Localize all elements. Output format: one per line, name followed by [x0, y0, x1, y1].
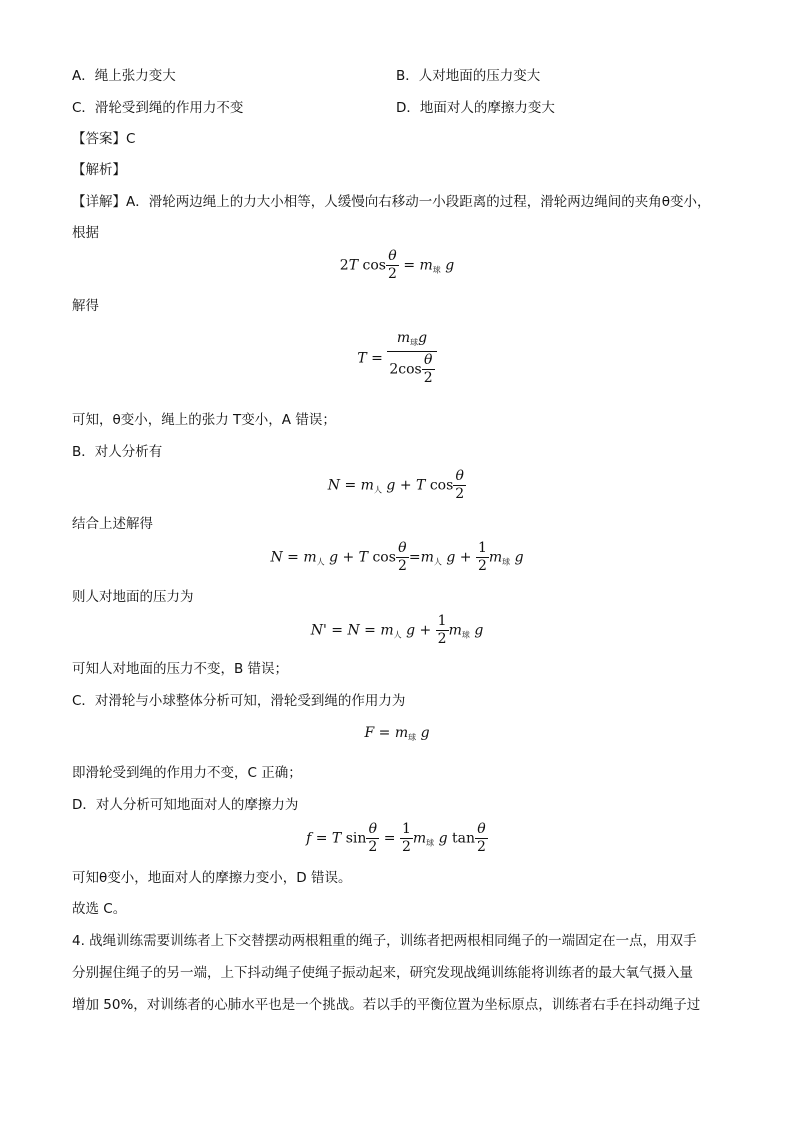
eq3-T: T	[416, 477, 426, 494]
eq1-frac-den: 2	[387, 266, 397, 282]
eq4-sub3: 球	[502, 557, 511, 567]
eq3-plus: +	[395, 477, 417, 494]
eq2-equals: =	[366, 350, 388, 367]
b-combine: 结合上述解得	[72, 516, 153, 532]
eq4-frac1	[396, 540, 409, 575]
eq1-g: g	[445, 257, 455, 274]
eq7-equals2: =	[379, 830, 400, 847]
eq3-frac-den: 2	[455, 486, 465, 502]
eq5-equals1: =	[331, 622, 343, 639]
eq5-frac-num: 1	[437, 613, 447, 629]
equation-1	[0, 248, 794, 283]
eq4-g3: g	[514, 549, 524, 566]
question4-line-3: 增加 50%，对训练者的心肺水平也是一个挑战。若以手的平衡位置为坐标原点，训练者右手在抖动绳子过	[72, 997, 701, 1013]
eq3-equals: =	[340, 477, 361, 494]
detail-line-2: 根据	[72, 225, 99, 241]
eq4-plus1: +	[338, 549, 359, 566]
eq5-N: N	[347, 622, 360, 639]
d-conclusion: 可知θ变小，地面对人的摩擦力变小，D 错误。	[72, 870, 352, 886]
eq5-plus: +	[415, 622, 436, 639]
eq4-frac2-den: 2	[477, 558, 487, 574]
option-a: A．绳上张力变大	[72, 68, 176, 84]
analysis-label: 【解析】	[72, 162, 126, 178]
equation-4	[0, 540, 794, 575]
eq2-two: 2	[389, 361, 399, 378]
eq3-frac-num: θ	[453, 468, 466, 486]
eq6-g: g	[420, 725, 430, 741]
eq5-m1: m	[380, 622, 394, 639]
question4-line-2: 分别握住绳子的另一端，上下抖动绳子使绳子振动起来，研究发现战绳训练能将训练者的最大氧气摄入量	[72, 965, 693, 981]
eq1-frac	[386, 248, 399, 283]
eq2-m: m	[396, 330, 411, 346]
equation-2	[0, 330, 794, 387]
eq1-cos: cos	[362, 257, 386, 274]
equation-7	[0, 821, 794, 856]
eq5-g2: g	[474, 622, 484, 639]
eq7-sub: 球	[426, 838, 435, 848]
final-choice: 故选 C。	[72, 901, 127, 917]
eq5-equals2: =	[359, 622, 381, 639]
eq7-frac3	[475, 821, 488, 856]
eq2-frac	[387, 330, 436, 387]
eq7-frac2	[400, 821, 413, 856]
c-conclusion: 即滑轮受到绳的作用力不变，C 正确；	[72, 765, 302, 781]
eq5-frac-den: 2	[437, 631, 447, 647]
eq4-cos: cos	[372, 549, 396, 566]
eq1-m: m	[419, 257, 433, 274]
eq3-g: g	[386, 477, 396, 494]
eq7-frac2-den: 2	[401, 839, 411, 855]
eq2-frac-den	[387, 352, 436, 387]
eq4-N: N	[270, 549, 283, 566]
eq6-m: m	[394, 725, 409, 741]
eq1-frac-num: θ	[386, 248, 399, 266]
option-row-cd	[72, 98, 732, 118]
eq4-T: T	[358, 549, 369, 566]
eq6-sub: 球	[408, 733, 417, 742]
equation-6	[0, 725, 794, 743]
eq7-frac3-den: 2	[477, 839, 486, 855]
eq2-T: T	[357, 350, 367, 367]
eq4-frac2	[476, 540, 489, 575]
equation-3	[0, 468, 794, 503]
eq7-g: g	[438, 830, 448, 847]
eq5-m2: m	[448, 622, 462, 639]
eq4-sub1: 人	[316, 557, 325, 567]
eq2-frac-num	[387, 330, 436, 352]
b-press: 则人对地面的压力为	[72, 589, 194, 605]
eq4-equals2: =	[408, 549, 421, 566]
eq3-N: N	[327, 477, 341, 494]
eq4-frac2-num: 1	[477, 540, 487, 556]
eq6-F: F	[364, 725, 375, 741]
eq3-sub: 人	[373, 485, 382, 495]
eq7-T: T	[331, 830, 342, 847]
eq1-sub: 球	[432, 265, 441, 275]
eq3-cos: cos	[429, 477, 454, 494]
eq7-f: f	[306, 830, 312, 847]
eq4-m2: m	[420, 549, 434, 566]
eq2-cos: cos	[398, 361, 422, 378]
eq4-m1: m	[303, 549, 317, 566]
eq4-frac1-num: θ	[396, 540, 409, 558]
conclusion-a: 可知，θ变小，绳上的张力 T变小，A 错误；	[72, 412, 336, 428]
option-d: D．地面对人的摩擦力变大	[396, 100, 555, 116]
question4-line-1: 4. 战绳训练需要训练者上下交替摆动两根粗重的绳子，训练者把两根相同绳子的一端固定在一点，用双手	[72, 933, 697, 949]
eq2-sub: 球	[410, 338, 419, 347]
eq5-sub1: 人	[393, 630, 402, 640]
eq6-equals: =	[374, 725, 395, 741]
eq7-frac1	[366, 821, 379, 856]
eq4-equals: =	[282, 549, 304, 566]
eq7-frac1-num: θ	[366, 821, 379, 839]
eq2-inner-den: 2	[423, 370, 433, 386]
eq4-frac1-den: 2	[397, 558, 407, 574]
eq4-g2: g	[446, 549, 456, 566]
eq4-sub2: 人	[433, 557, 442, 567]
eq7-frac1-den: 2	[368, 839, 378, 855]
eq5-frac	[436, 613, 449, 648]
eq7-tan: tan	[452, 830, 476, 847]
eq2-g: g	[418, 330, 428, 346]
answer-label: 【答案】C	[72, 131, 136, 147]
option-row-ab	[72, 66, 732, 86]
eq4-m3: m	[488, 549, 503, 566]
d-intro: D．对人分析可知地面对人的摩擦力为	[72, 797, 299, 813]
b-conclusion: 可知人对地面的压力不变，B 错误；	[72, 661, 289, 677]
eq7-m: m	[412, 830, 427, 847]
eq1-T: T	[348, 257, 359, 274]
c-intro: C．对滑轮与小球整体分析可知，滑轮受到绳的作用力为	[72, 693, 406, 709]
b-intro: B．对人分析有	[72, 444, 163, 460]
eq4-g1: g	[329, 549, 339, 566]
eq7-frac2-num: 1	[401, 821, 411, 837]
eq1-equals: =	[398, 257, 420, 274]
eq7-sin: sin	[345, 830, 367, 847]
eq5-Nprime: N'	[310, 622, 332, 639]
eq5-g1: g	[406, 622, 416, 639]
eq3-m: m	[360, 477, 374, 494]
eq4-plus2: +	[455, 549, 476, 566]
detail-line-1: 【详解】A．滑轮两边绳上的力大小相等，人缓慢向右移动一小段距离的过程，滑轮两边绳间的夹角θ变小，	[72, 194, 711, 210]
equation-5	[0, 613, 794, 648]
option-c: C．滑轮受到绳的作用力不变	[72, 100, 244, 116]
eq5-sub2: 球	[461, 630, 470, 640]
eq3-frac	[453, 468, 466, 503]
option-b: B．人对地面的压力变大	[396, 68, 541, 84]
eq1-two: 2	[339, 257, 349, 274]
eq2-inner-frac	[422, 352, 435, 387]
eq7-frac3-num: θ	[475, 821, 488, 839]
eq2-inner-num: θ	[422, 352, 435, 370]
detail-solve: 解得	[72, 298, 99, 314]
eq7-equals1: =	[311, 830, 332, 847]
